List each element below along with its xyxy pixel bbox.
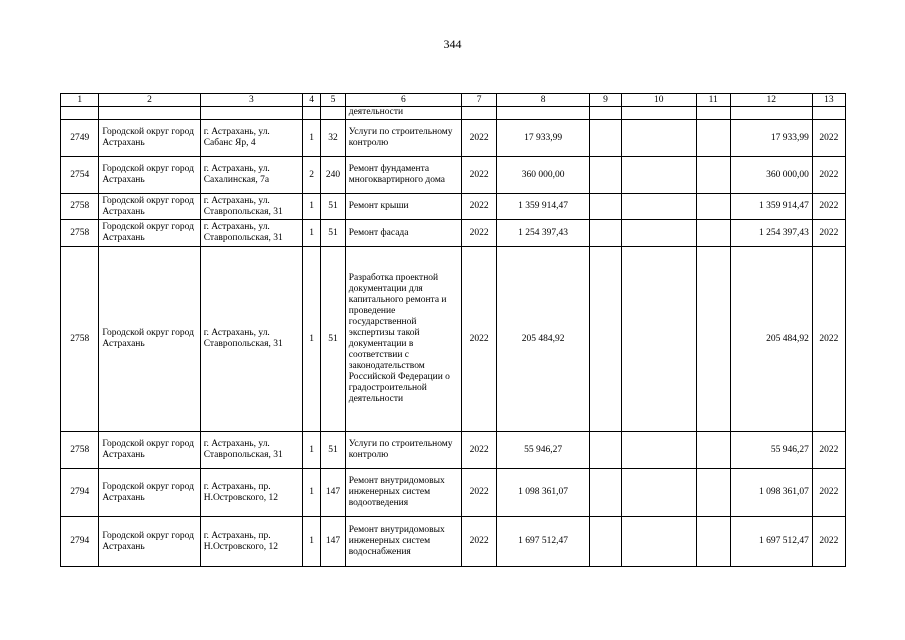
table-row [61, 220, 846, 247]
cell-col10 [621, 120, 696, 157]
cell-col4: 1 [303, 120, 321, 157]
header-cell: 2 [99, 94, 200, 107]
cell-col5: 147 [321, 517, 346, 567]
header-cell: 6 [345, 94, 461, 107]
cell-number: 2794 [61, 517, 99, 567]
cell-cost: 1 098 361,07 [497, 469, 590, 517]
header-cell: 12 [730, 94, 812, 107]
cell-work-type: Ремонт внутридомовых инженерных систем водоснабжения [345, 517, 461, 567]
cell-end-year: 2022 [812, 194, 845, 220]
table-row [61, 432, 846, 469]
cell-cost: 55 946,27 [497, 432, 590, 469]
cell-address: г. Астрахань, пр. Н.Островского, 12 [200, 517, 302, 567]
cell-col11 [696, 157, 730, 194]
cell-col4: 1 [303, 220, 321, 247]
cell-number: 2754 [61, 157, 99, 194]
cell-col9 [589, 432, 621, 469]
header-cell: 1 [61, 94, 99, 107]
cell-col11 [696, 120, 730, 157]
table-row [61, 469, 846, 517]
cell-year: 2022 [462, 220, 497, 247]
cell-col5: 51 [321, 432, 346, 469]
header-cell: 7 [462, 94, 497, 107]
cell-cost: 1 359 914,47 [497, 194, 590, 220]
cell-municipality: Городской округ город Астрахань [99, 469, 200, 517]
cell-address: г. Астрахань, ул. Ставропольская, 31 [200, 220, 302, 247]
cell-end-year: 2022 [812, 432, 845, 469]
cell-address: г. Астрахань, ул. Сабанс Яр, 4 [200, 120, 302, 157]
table-row [61, 120, 846, 157]
cell-address: г. Астрахань, ул. Сахалинская, 7а [200, 157, 302, 194]
cell-municipality: Городской округ город Астрахань [99, 120, 200, 157]
cell-col5: 147 [321, 469, 346, 517]
cell-col10 [621, 194, 696, 220]
header-cell: 8 [497, 94, 590, 107]
continuation-text: деятельности [345, 107, 461, 120]
header-cell: 4 [303, 94, 321, 107]
cell-col10 [621, 432, 696, 469]
table-body [61, 94, 846, 567]
cell-year: 2022 [462, 157, 497, 194]
cell-col4: 1 [303, 432, 321, 469]
cell-year: 2022 [462, 517, 497, 567]
cell-col11 [696, 432, 730, 469]
cell-col5: 51 [321, 194, 346, 220]
cell-col11 [696, 194, 730, 220]
header-cell: 10 [621, 94, 696, 107]
header-row [61, 94, 846, 107]
cell-cost: 17 933,99 [497, 120, 590, 157]
cell-work-type: Ремонт фундамента многоквартирного дома [345, 157, 461, 194]
cell-cost: 1 697 512,47 [497, 517, 590, 567]
cell-col5: 51 [321, 220, 346, 247]
cell-number: 2758 [61, 220, 99, 247]
header-cell: 5 [321, 94, 346, 107]
cell-total: 360 000,00 [730, 157, 812, 194]
cell-municipality: Городской округ город Астрахань [99, 194, 200, 220]
registry-table [60, 93, 846, 567]
cell-number: 2758 [61, 432, 99, 469]
cell-total: 1 254 397,43 [730, 220, 812, 247]
page-number: 344 [443, 37, 462, 51]
table-row [61, 157, 846, 194]
cell-cost: 205 484,92 [497, 247, 590, 432]
cell-col5: 32 [321, 120, 346, 157]
cell-col9 [589, 469, 621, 517]
cell-end-year: 2022 [812, 157, 845, 194]
cell-address: г. Астрахань, ул. Ставропольская, 31 [200, 247, 302, 432]
table-row [61, 194, 846, 220]
cell-col10 [621, 157, 696, 194]
cell-col4: 1 [303, 194, 321, 220]
cell-col9 [589, 120, 621, 157]
cell-total: 55 946,27 [730, 432, 812, 469]
cell-col5: 51 [321, 247, 346, 432]
cell-address: г. Астрахань, пр. Н.Островского, 12 [200, 469, 302, 517]
cell-end-year: 2022 [812, 120, 845, 157]
cell-col11 [696, 220, 730, 247]
cell-col4: 1 [303, 517, 321, 567]
cell-col9 [589, 247, 621, 432]
cell-municipality: Городской округ город Астрахань [99, 432, 200, 469]
header-cell: 3 [200, 94, 302, 107]
cell-year: 2022 [462, 469, 497, 517]
cell-total: 1 697 512,47 [730, 517, 812, 567]
cell-municipality: Городской округ город Астрахань [99, 247, 200, 432]
cell-address: г. Астрахань, ул. Ставропольская, 31 [200, 432, 302, 469]
cell-col4: 2 [303, 157, 321, 194]
cell-year: 2022 [462, 432, 497, 469]
cell-work-type: Разработка проектной документации для капитального ремонта и проведение государственной экспертизы такой документации в соответствии с законодательством Российской Федерации о градостроительной деятельности [345, 247, 461, 432]
cell-municipality: Городской округ город Астрахань [99, 517, 200, 567]
cell-col10 [621, 469, 696, 517]
cell-number: 2794 [61, 469, 99, 517]
cell-total: 1 359 914,47 [730, 194, 812, 220]
cell-col11 [696, 469, 730, 517]
cell-number: 2758 [61, 194, 99, 220]
cell-end-year: 2022 [812, 517, 845, 567]
cell-cost: 1 254 397,43 [497, 220, 590, 247]
cell-total: 205 484,92 [730, 247, 812, 432]
cell-col10 [621, 517, 696, 567]
cell-col9 [589, 194, 621, 220]
cell-work-type: Услуги по строительному контролю [345, 432, 461, 469]
cell-work-type: Услуги по строительному контролю [345, 120, 461, 157]
cell-end-year: 2022 [812, 247, 845, 432]
cell-municipality: Городской округ город Астрахань [99, 220, 200, 247]
cell-total: 1 098 361,07 [730, 469, 812, 517]
cell-col9 [589, 220, 621, 247]
cell-total: 17 933,99 [730, 120, 812, 157]
cell-year: 2022 [462, 120, 497, 157]
cell-col9 [589, 157, 621, 194]
cell-number: 2758 [61, 247, 99, 432]
cell-col4: 1 [303, 469, 321, 517]
cell-col5: 240 [321, 157, 346, 194]
cell-end-year: 2022 [812, 220, 845, 247]
cell-col9 [589, 517, 621, 567]
cell-work-type: Ремонт фасада [345, 220, 461, 247]
cell-col4: 1 [303, 247, 321, 432]
table-row [61, 247, 846, 432]
cell-work-type: Ремонт крыши [345, 194, 461, 220]
cell-number: 2749 [61, 120, 99, 157]
header-cell: 11 [696, 94, 730, 107]
cell-work-type: Ремонт внутридомовых инженерных систем водоотведения [345, 469, 461, 517]
cell-address: г. Астрахань, ул. Ставропольская, 31 [200, 194, 302, 220]
cell-col11 [696, 247, 730, 432]
table-row [61, 517, 846, 567]
cell-col11 [696, 517, 730, 567]
cell-year: 2022 [462, 247, 497, 432]
header-cell: 9 [589, 94, 621, 107]
cell-year: 2022 [462, 194, 497, 220]
continuation-row [61, 107, 846, 120]
cell-end-year: 2022 [812, 469, 845, 517]
cell-cost: 360 000,00 [497, 157, 590, 194]
cell-col10 [621, 247, 696, 432]
cell-municipality: Городской округ город Астрахань [99, 157, 200, 194]
header-cell: 13 [812, 94, 845, 107]
cell-col10 [621, 220, 696, 247]
